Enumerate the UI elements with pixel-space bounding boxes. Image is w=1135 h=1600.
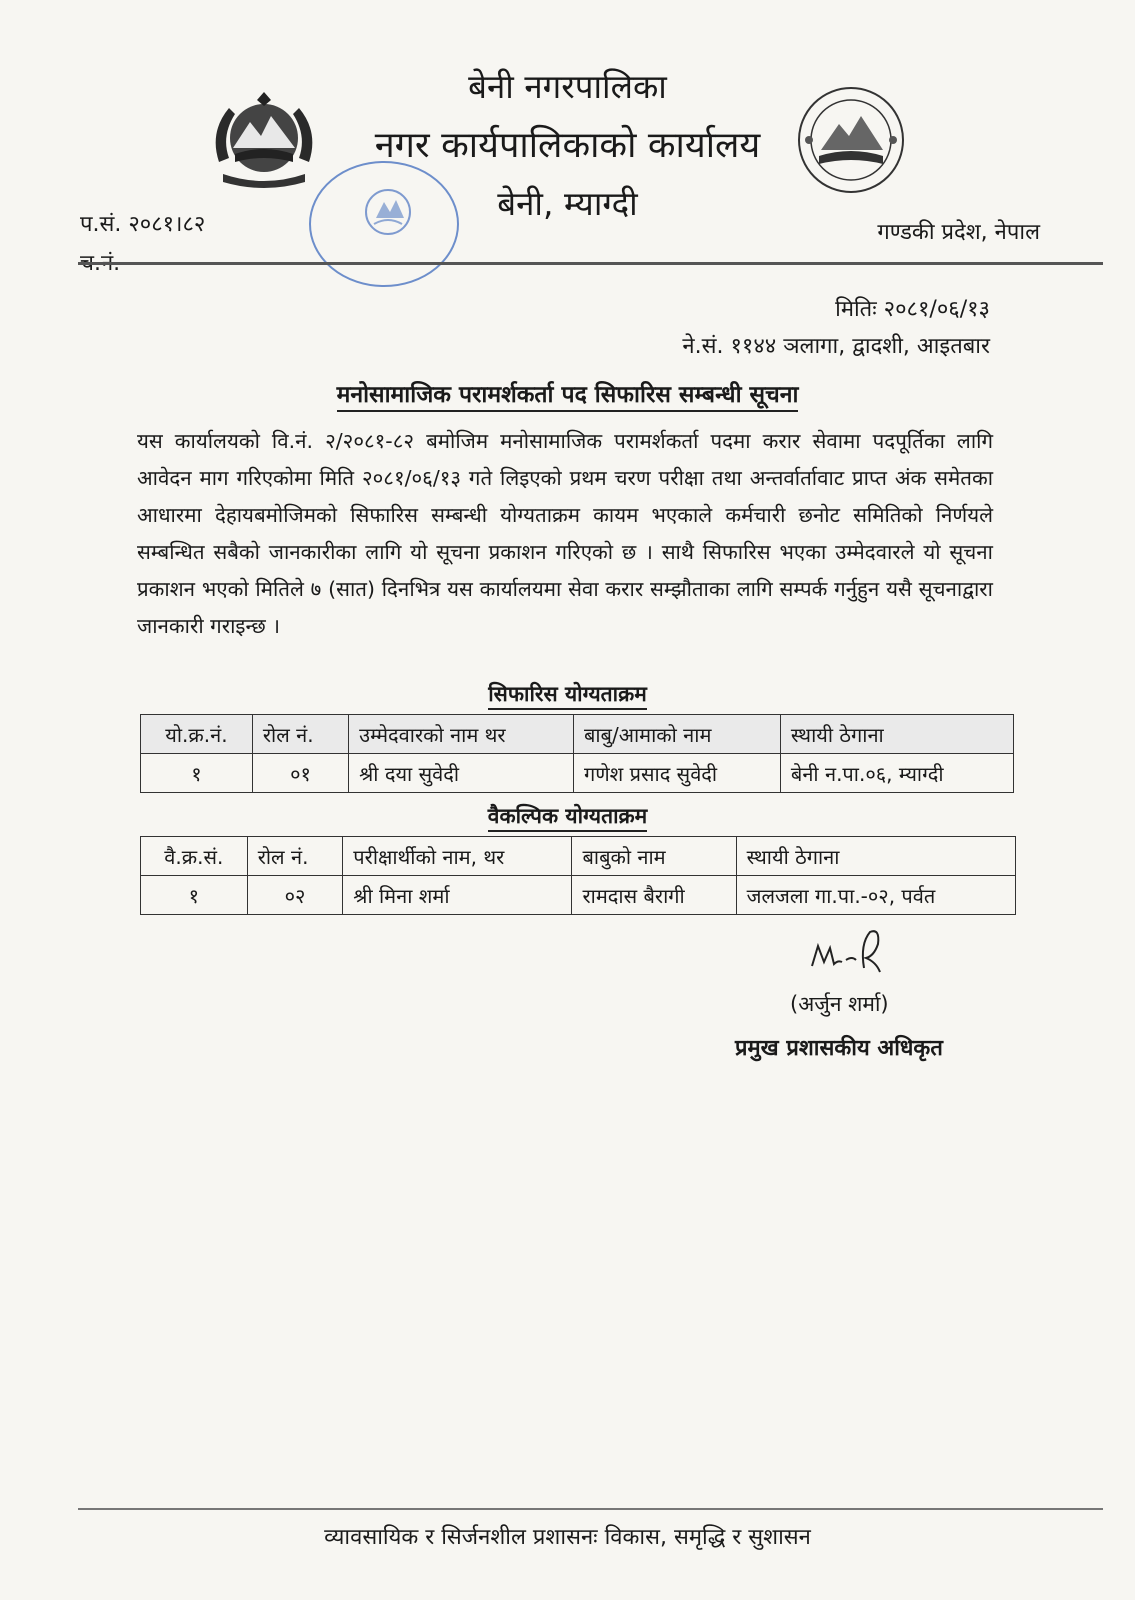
signature-icon (808, 926, 888, 980)
col-serial: यो.क्र.नं. (141, 715, 253, 754)
cell-serial: १ (141, 876, 248, 915)
cell-parent-name: गणेश प्रसाद सुवेदी (573, 754, 780, 793)
office-location: बेनी, म्याग्दी (497, 184, 638, 223)
province-name: गण्डकी प्रदेश, नेपाल (877, 220, 1040, 245)
cell-father-name: रामदास बैरागी (572, 876, 736, 915)
date-nepal-sambat: ने.सं. ११४४ ञलागा, द्वादशी, आइतबार (682, 334, 990, 359)
footer-divider (78, 1508, 1103, 1510)
col-candidate-name: उम्मेदवारको नाम थर (349, 715, 574, 754)
col-serial: वै.क्र.सं. (141, 837, 248, 876)
notice-body: यस कार्यालयको वि.नं. २/२०८१-८२ बमोजिम मनोसामाजिक परामर्शकर्ता पदमा करार सेवामा पदपूर्तिका लागि आवेदन माग गरिएकोमा मिति २०८१/०६/१३ गते लिइएको प्रथम चरण परीक्षा तथा अन्तर्वार्तावाट प्राप्त अंक समेतका आधारमा देहायबमोजिमको सिफारिस सम्बन्धी योग्यताक्रम कायम भएकाले कर्मचारी छनोट समितिको निर्णयले सम्बन्धित सबैको जानकारीका लागि यो सूचना प्रकाशन गरिएको छ । साथै सिफारिस भएका उम्मेदवारले यो सूचना प्रकाशन भएको मितिले ७ (सात) दिनभित्र यस कार्यालयमा सेवा करार सम्झौताका लागि सम्पर्क गर्नुहुन यसै सूचनाद्वारा जानकारी गराइन्छ । (137, 429, 993, 638)
date-bs: मितिः २०८१/०६/१३ (835, 297, 990, 322)
reference-number: प.सं. २०८१।८२ (80, 212, 206, 237)
col-roll: रोल नं. (252, 715, 348, 754)
col-examinee-name: परीक्षार्थीको नाम, थर (343, 837, 572, 876)
alternate-section-title: वैकल्पिक योग्यताक्रम (0, 802, 1135, 830)
signer-name: (अर्जुन शर्मा) (790, 992, 889, 1016)
table-row (141, 876, 1016, 915)
cell-serial: १ (141, 754, 253, 793)
col-address: स्थायी ठेगाना (780, 715, 1013, 754)
cell-address: जलजला गा.पा.-०२, पर्वत (736, 876, 1015, 915)
org-name: बेनी नगरपालिका (468, 67, 667, 106)
recommended-table (140, 714, 1014, 793)
cell-address: बेनी न.पा.०६, म्याग्दी (780, 754, 1013, 793)
header-divider (78, 262, 1103, 265)
cell-examinee-name: श्री मिना शर्मा (343, 876, 572, 915)
cell-candidate-name: श्री दया सुवेदी (349, 754, 574, 793)
col-father-name: बाबुको नाम (572, 837, 736, 876)
recommended-section-title: सिफारिस योग्यताक्रम (0, 680, 1135, 708)
table-header-row (141, 837, 1016, 876)
table-row (141, 754, 1014, 793)
official-stamp (296, 154, 472, 310)
alternate-table (140, 836, 1016, 915)
col-parent-name: बाबु/आमाको नाम (573, 715, 780, 754)
col-roll: रोल नं. (247, 837, 343, 876)
office-name: नगर कार्यपालिकाको कार्यालय (374, 125, 761, 166)
col-address: स्थायी ठेगाना (736, 837, 1015, 876)
footer-slogan: व्यावसायिक र सिर्जनशील प्रशासनः विकास, समृद्धि र सुशासन (324, 1525, 811, 1550)
notice-title: मनोसामाजिक परामर्शकर्ता पद सिफारिस सम्बन्धी सूचना (0, 377, 1135, 409)
cell-roll: ०१ (252, 754, 348, 793)
dispatch-number: च.नं. (80, 251, 121, 276)
signer-title: प्रमुख प्रशासकीय अधिकृत (735, 1036, 943, 1061)
cell-roll: ०२ (247, 876, 343, 915)
table-header-row (141, 715, 1014, 754)
